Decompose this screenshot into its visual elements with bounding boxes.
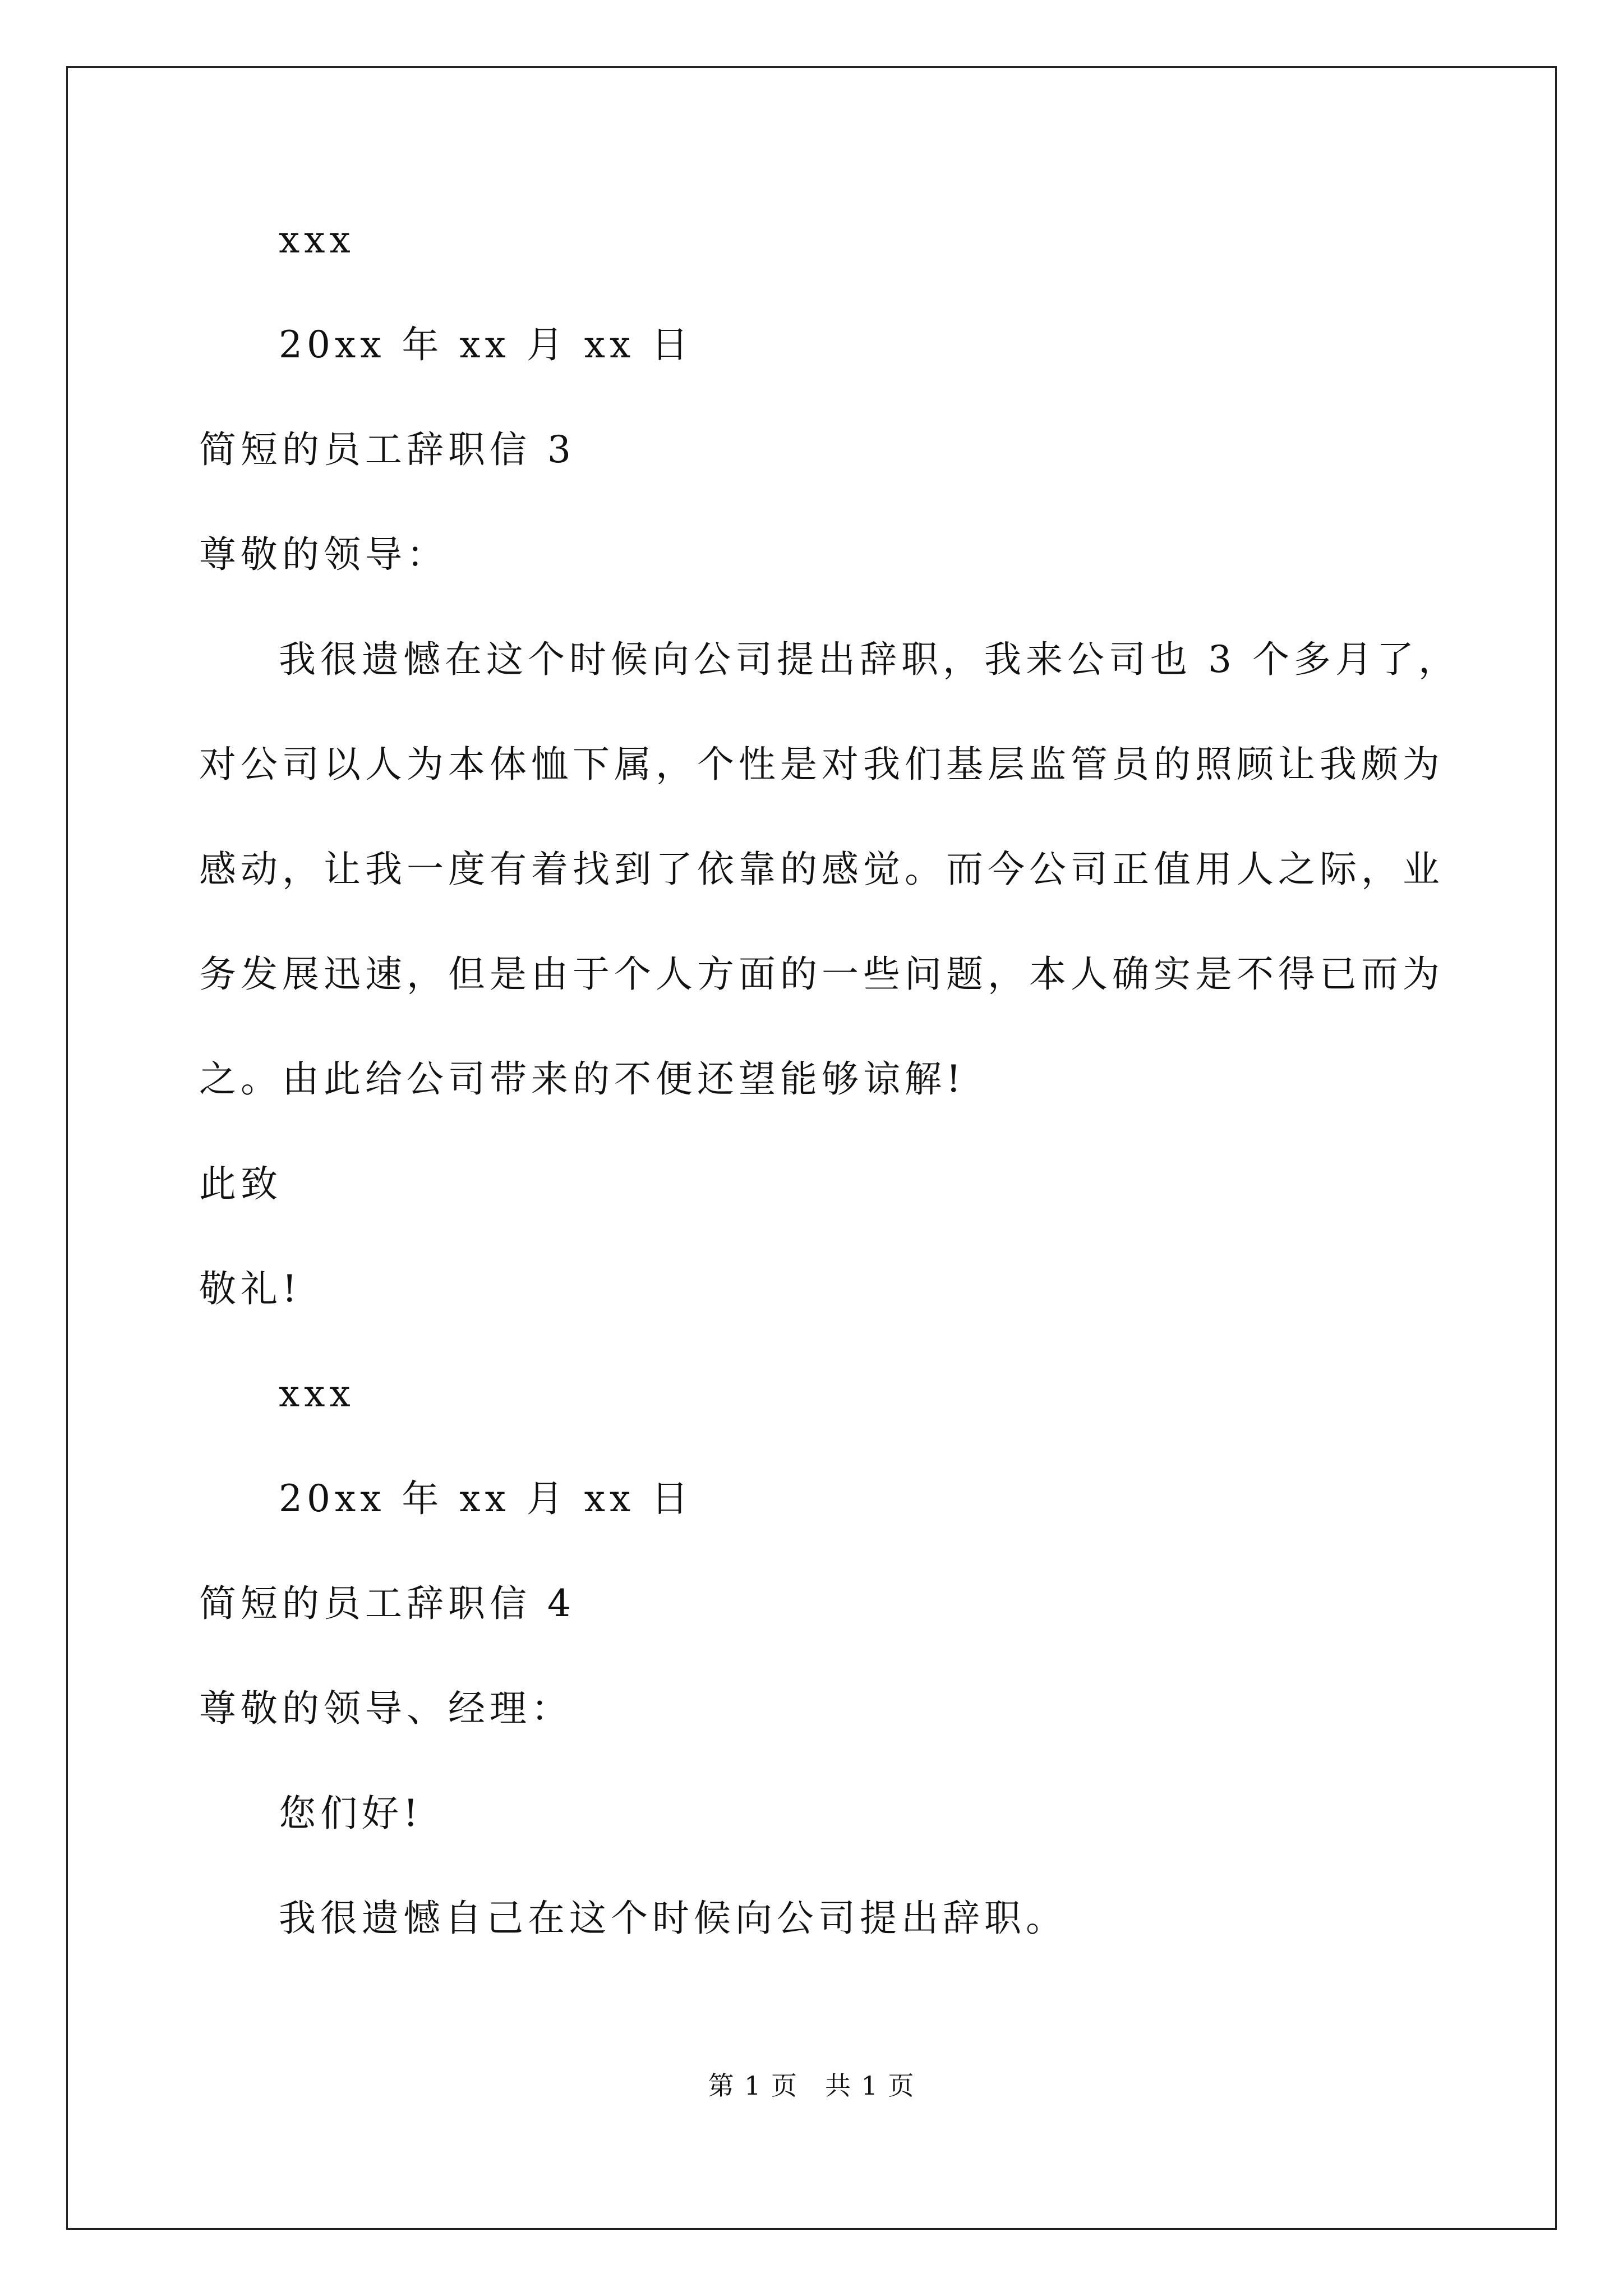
paragraph-line: 感动，让我一度有着找到了依靠的感觉。而今公司正值用人之际，业 — [199, 848, 1444, 891]
paragraph-line: 之。由此给公司带来的不便还望能够谅解! — [199, 1057, 966, 1101]
letter-title-4: 简短的员工辞职信 4 — [199, 1582, 575, 1625]
document-body — [199, 213, 1460, 1996]
paragraph-line: 对公司以人为本体恤下属，个性是对我们基层监管员的照顾让我颇为 — [199, 743, 1444, 786]
paragraph-line: 务发展迅速，但是由于个人方面的一些问题，本人确实是不得已而为 — [199, 953, 1444, 996]
salutation-4: 尊敬的领导、经理： — [199, 1687, 573, 1730]
closing-jingli: 敬礼! — [199, 1267, 302, 1310]
paragraph-line: 我很遗憾在这个时候向公司提出辞职，我来公司也 3 个多月了， — [279, 638, 1460, 681]
letter-title-3: 简短的员工辞职信 3 — [199, 428, 575, 471]
salutation-3: 尊敬的领导： — [199, 533, 448, 576]
page-number-footer: 第 1 页 共 1 页 — [708, 2070, 915, 2101]
signature-name: xxx — [279, 218, 355, 261]
signature-name-2: xxx — [279, 1372, 355, 1415]
closing-cizhi: 此致 — [199, 1162, 282, 1205]
signature-date-2: 20xx 年 xx 月 xx 日 — [279, 1477, 693, 1520]
body-paragraph-3 — [199, 633, 1460, 1106]
opening-line-4: 我很遗憾自己在这个时候向公司提出辞职。 — [279, 1897, 1067, 1940]
greeting-4: 您们好! — [279, 1792, 423, 1835]
signature-date: 20xx 年 xx 月 xx 日 — [279, 323, 693, 366]
